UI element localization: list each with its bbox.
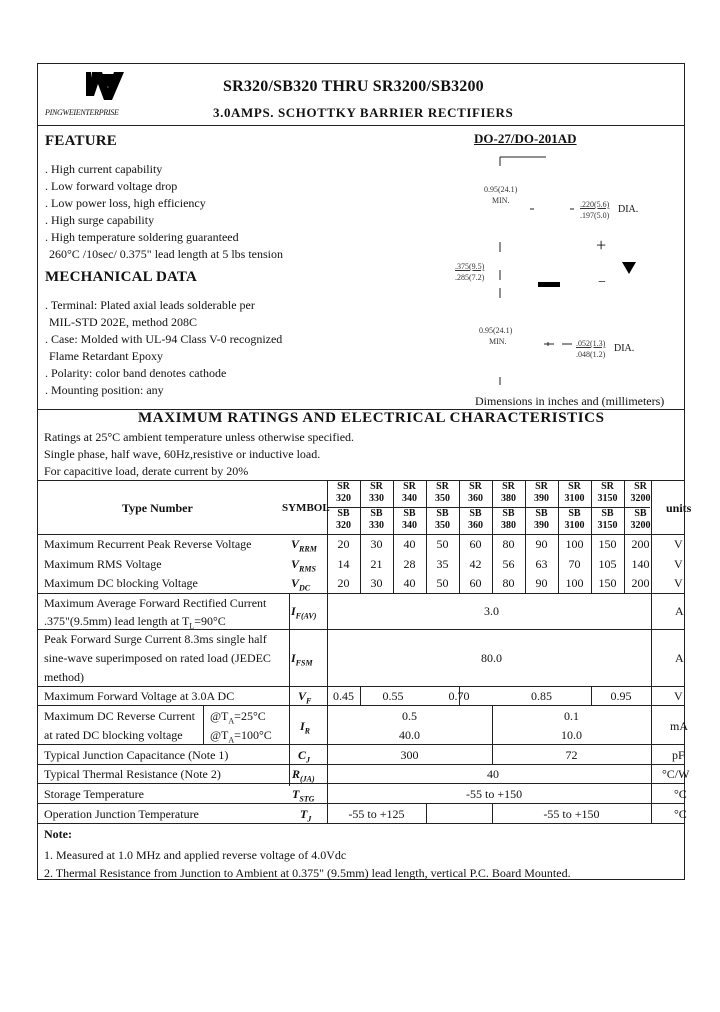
dim-lead-min: MIN.	[492, 196, 510, 205]
vdc-value: 90	[535, 576, 548, 590]
package-outline-diagram	[438, 152, 658, 392]
vrrm-value: 80	[502, 537, 515, 551]
vf-value: 0.45	[333, 689, 354, 703]
vrrm-value: 150	[598, 537, 617, 551]
mechanical-heading: MECHANICAL DATA	[45, 269, 198, 285]
company-name: PINGWEIENTERPRISE	[45, 108, 119, 117]
dim-lead-min-2: MIN.	[489, 337, 507, 346]
vdc-symbol: $V_{DC}$	[291, 576, 311, 593]
mechanical-item: . Case: Molded with UL-94 Class V-0 recognized	[45, 332, 283, 346]
part-number-sr: SR 3100	[564, 481, 585, 504]
vdc-value: 30	[370, 576, 383, 590]
ratings-heading: MAXIMUM RATINGS AND ELECTRICAL CHARACTERISTICS	[138, 410, 605, 426]
vrms-value: 63	[535, 557, 548, 571]
vrrm-value: 100	[565, 537, 584, 551]
vrms-value: 28	[403, 557, 416, 571]
symbol-header: SYMBOL	[282, 502, 330, 514]
ifsm-unit: A	[675, 651, 684, 665]
rth-unit: °C/W	[662, 767, 690, 781]
dia-label-2: DIA.	[614, 343, 635, 354]
dim-body-dia-max: .220(5.6)	[580, 200, 610, 209]
part-number-sb: SB 3200	[630, 508, 651, 531]
ir-label: at rated DC blocking voltage	[44, 728, 183, 742]
part-number-sb: SB 350	[435, 508, 450, 531]
vrrm-value: 30	[370, 537, 383, 551]
mechanical-item: . Terminal: Plated axial leads solderable per	[45, 298, 255, 312]
vrms-label: Maximum RMS Voltage	[44, 557, 162, 571]
type-number-header: Type Number	[122, 501, 193, 515]
vrrm-symbol: $V_{RRM}$	[291, 537, 317, 554]
ir-unit: mA	[670, 719, 688, 733]
note-item: 1. Measured at 1.0 MHz and applied reverse voltage of 4.0Vdc	[44, 848, 347, 862]
tj-symbol: $T_J$	[300, 807, 312, 824]
part-number-sr: SR 320	[336, 481, 351, 504]
vrrm-value: 40	[403, 537, 416, 551]
part-number-sb: SB 380	[501, 508, 516, 531]
part-number-sr: SR 360	[468, 481, 483, 504]
feature-heading: FEATURE	[45, 133, 117, 149]
vrrm-value: 20	[337, 537, 350, 551]
ifav-symbol: $I_{F(AV)}$	[291, 604, 317, 621]
company-logo	[50, 70, 125, 110]
tstg-label: Storage Temperature	[44, 787, 144, 801]
part-number-sb: SB 360	[468, 508, 483, 531]
cj-value: 300	[400, 748, 419, 762]
feature-item: . High temperature soldering guaranteed	[45, 230, 239, 244]
page-subtitle: 3.0AMPS. SCHOTTKY BARRIER RECTIFIERS	[213, 105, 514, 120]
ir-cond-100: $@T_A=100^\circ C$	[210, 728, 272, 745]
tstg-unit: °C	[674, 787, 687, 801]
ifav-unit: A	[675, 604, 684, 618]
vdc-value: 60	[469, 576, 482, 590]
dim-wire-dia-min: .048(1.2)	[576, 350, 606, 359]
datasheet	[37, 63, 692, 880]
vrms-symbol: $V_{RMS}$	[291, 557, 316, 574]
vrms-unit: V	[674, 557, 683, 571]
dimension-caption: Dimensions in inches and (millimeters)	[475, 394, 665, 408]
vdc-label: Maximum DC blocking Voltage	[44, 576, 198, 590]
ifsm-label: Peak Forward Surge Current 8.3ms single half	[44, 632, 267, 646]
tj-value: -55 to +150	[543, 807, 600, 821]
vf-unit: V	[674, 689, 683, 703]
ir-symbol: $I_R$	[300, 719, 311, 736]
part-number-sb: SB 390	[534, 508, 549, 531]
vrms-value: 35	[436, 557, 449, 571]
vrrm-unit: V	[674, 537, 683, 551]
mechanical-item: MIL-STD 202E, method 208C	[49, 315, 197, 329]
tstg-symbol: $T_{STG}$	[292, 787, 315, 804]
vrms-value: 42	[469, 557, 482, 571]
page-title: SR320/SB320 THRU SR3200/SB3200	[223, 78, 484, 95]
feature-item: 260°C /10sec/ 0.375" lead length at 5 lbs tension	[49, 247, 283, 261]
vdc-value: 50	[436, 576, 449, 590]
vdc-value: 100	[565, 576, 584, 590]
part-number-sr: SR 380	[501, 481, 516, 504]
vf-value: 0.55	[382, 689, 404, 703]
vrms-value: 70	[568, 557, 581, 571]
mechanical-item: . Mounting position: any	[45, 383, 164, 397]
part-number-sr: SR 340	[402, 481, 417, 504]
dim-lead-length-2: 0.95(24.1)	[479, 326, 513, 335]
notes-heading: Note:	[44, 827, 72, 841]
ratings-note: Ratings at 25°C ambient temperature unless otherwise specified.	[44, 430, 355, 444]
ifav-label: Maximum Average Forward Rectified Current	[44, 596, 267, 610]
part-number-sb: SB 340	[402, 508, 417, 531]
cj-unit: pF	[672, 748, 685, 762]
cj-symbol: $C_J$	[298, 748, 311, 765]
ifav-label-cond: .375"(9.5mm) lead length at $T_L=90^\circ C$	[44, 614, 226, 631]
part-number-sr: SR 3150	[597, 481, 618, 504]
ir-label: Maximum DC Reverse Current	[44, 709, 195, 723]
part-number-sr: SR 330	[369, 481, 384, 504]
part-number-sr: SR 350	[435, 481, 450, 504]
vrrm-value: 60	[469, 537, 482, 551]
part-number-sb: SB 330	[369, 508, 384, 531]
dim-body-length-min: .285(7.2)	[455, 273, 485, 282]
units-header: units	[666, 501, 692, 515]
part-number-sr: SR 3200	[630, 481, 651, 504]
vdc-unit: V	[674, 576, 683, 590]
tj-value: -55 to +125	[348, 807, 405, 821]
cj-value: 72	[565, 748, 578, 762]
mechanical-item: . Polarity: color band denotes cathode	[45, 366, 227, 380]
ifsm-value: 80.0	[481, 651, 502, 665]
vf-symbol: $V_F$	[298, 689, 312, 706]
vrms-value: 105	[598, 557, 617, 571]
vf-value: 0.70	[448, 689, 470, 703]
ifsm-label: method)	[44, 670, 84, 684]
dim-body-dia-min: .197(5.0)	[580, 211, 610, 220]
vdc-value: 80	[502, 576, 515, 590]
ifav-value: 3.0	[484, 604, 499, 618]
vrrm-value: 90	[535, 537, 548, 551]
vrrm-value: 50	[436, 537, 449, 551]
vrms-value: 140	[631, 557, 650, 571]
part-number-sr: SR 390	[534, 481, 549, 504]
dim-lead-length: 0.95(24.1)	[484, 185, 518, 194]
part-number-sb: SB 320	[336, 508, 351, 531]
minus-sign: −	[598, 275, 606, 290]
plus-sign: +	[596, 235, 607, 255]
logo-mark-icon	[50, 70, 125, 110]
vrms-value: 14	[337, 557, 350, 571]
vrrm-label: Maximum Recurrent Peak Reverse Voltage	[44, 537, 252, 551]
vf-value: 0.95	[610, 689, 632, 703]
vdc-value: 200	[631, 576, 650, 590]
feature-item: . High surge capability	[45, 213, 155, 227]
tj-label: Operation Junction Temperature	[44, 807, 199, 821]
part-number-sb: SB 3100	[564, 508, 585, 531]
vrms-value: 21	[370, 557, 383, 571]
feature-item: . High current capability	[45, 162, 163, 176]
rth-label: Typical Thermal Resistance (Note 2)	[44, 767, 221, 781]
dia-label: DIA.	[618, 204, 639, 215]
ifsm-label: sine-wave superimposed on rated load (JEDEC	[44, 651, 271, 665]
part-number-sb: SB 3150	[597, 508, 618, 531]
vf-value: 0.85	[531, 689, 552, 703]
vdc-value: 150	[598, 576, 617, 590]
vrms-value: 56	[502, 557, 515, 571]
vdc-value: 40	[403, 576, 416, 590]
feature-item: . Low forward voltage drop	[45, 179, 178, 193]
vdc-value: 20	[337, 576, 350, 590]
ir-value: 0.5	[402, 709, 417, 723]
vf-label: Maximum Forward Voltage at 3.0A DC	[44, 689, 235, 703]
dim-wire-dia-max: .052(1.3)	[576, 339, 606, 348]
ratings-note: Single phase, half wave, 60Hz,resistive or inductive load.	[44, 447, 321, 461]
ir-value: 40.0	[399, 728, 420, 742]
mechanical-item: Flame Retardant Epoxy	[49, 349, 163, 363]
tj-unit: °C	[674, 807, 687, 821]
dim-body-length-max: .375(9.5)	[455, 262, 485, 271]
feature-item: . Low power loss, high efficiency	[45, 196, 206, 210]
ir-cond-25: $@T_A=25^\circ C$	[210, 709, 266, 726]
rth-symbol: $R_{(JA)}$	[292, 767, 315, 784]
ir-value: 10.0	[561, 728, 582, 742]
ifsm-symbol: $I_{FSM}$	[291, 651, 313, 668]
package-name: DO-27/DO-201AD	[474, 131, 577, 146]
vrrm-value: 200	[631, 537, 650, 551]
cj-label: Typical Junction Capacitance (Note 1)	[44, 748, 229, 762]
tstg-value: -55 to +150	[466, 787, 523, 801]
ratings-note: For capacitive load, derate current by 20%	[44, 464, 249, 478]
rth-value: 40	[487, 767, 499, 781]
ir-value: 0.1	[564, 709, 579, 723]
note-item: 2. Thermal Resistance from Junction to Ambient at 0.375" (9.5mm) lead length, vertical P.C. Board Mounted.	[44, 866, 571, 880]
